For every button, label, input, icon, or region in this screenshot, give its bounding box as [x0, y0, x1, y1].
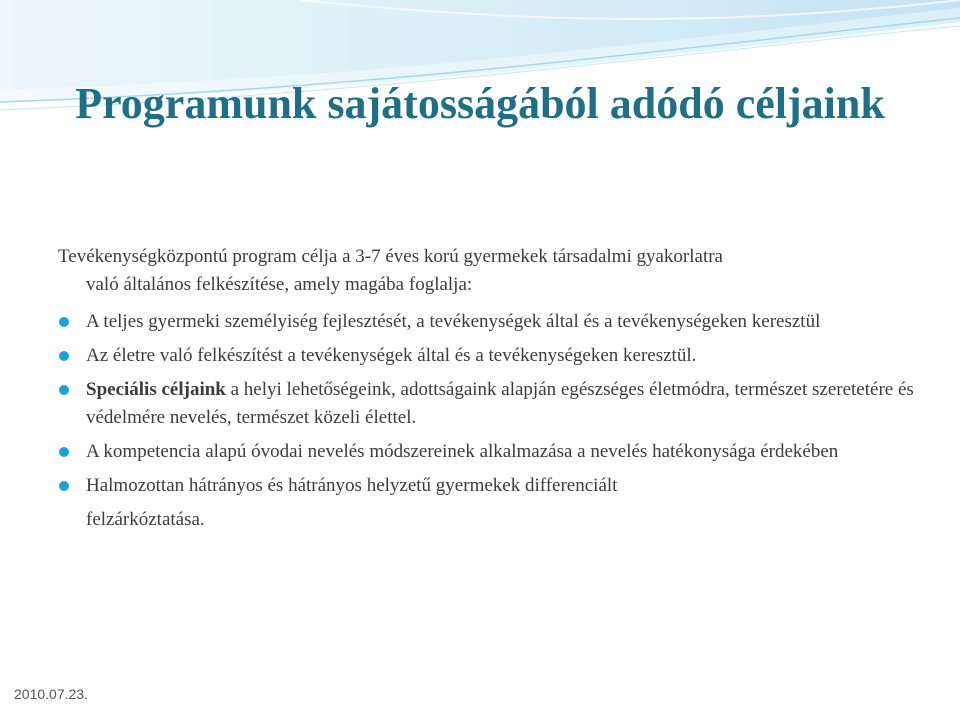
slide-title: Programunk sajátosságából adódó céljaink [75, 79, 885, 128]
footer-date: 2010.07.23. [14, 686, 88, 702]
bullet-dot-icon [59, 351, 69, 361]
bullet-text: A teljes gyermeki személyiség fejlesztését, a tevékenységek által és a tevékenységeken keresztül [86, 311, 821, 332]
bullet-text: a helyi lehetőségeink, adottságaink alapján egészséges életmódra, természet szeretetére és védelmére nevelés, természet közeli élettel. [86, 379, 914, 428]
bullet-item [58, 438, 918, 466]
bullet-dot-icon [59, 317, 69, 327]
bullet-text-line-2: felzárkóztatása. [86, 509, 205, 530]
bullet-item [58, 472, 918, 534]
intro-line-2: való általános felkészítése, amely magába foglalja: [86, 274, 473, 295]
intro-line-1: Tevékenységközpontú program célja a 3-7 éves korú gyermekek társadalmi gyakorlatra [58, 246, 723, 267]
bullet-text: Az életre való felkészítést a tevékenységek által és a tevékenységeken keresztül. [86, 345, 697, 366]
bullet-dot-icon [59, 447, 69, 457]
bullet-item [58, 308, 918, 336]
bullet-bold-text: Speciális céljaink [86, 379, 226, 400]
bullet-dot-icon [59, 385, 69, 395]
intro-paragraph [58, 243, 918, 299]
bullet-text-line-1: Halmozottan hátrányos és hátrányos helyzetű gyermekek differenciált [86, 475, 618, 496]
bullet-item [58, 376, 918, 432]
bullet-item [58, 342, 918, 370]
goals-bullet-list [58, 308, 918, 534]
bullet-dot-icon [59, 481, 69, 491]
bullet-text: A kompetencia alapú óvodai nevelés módszereinek alkalmazása a nevelés hatékonysága érdekében [86, 441, 839, 462]
